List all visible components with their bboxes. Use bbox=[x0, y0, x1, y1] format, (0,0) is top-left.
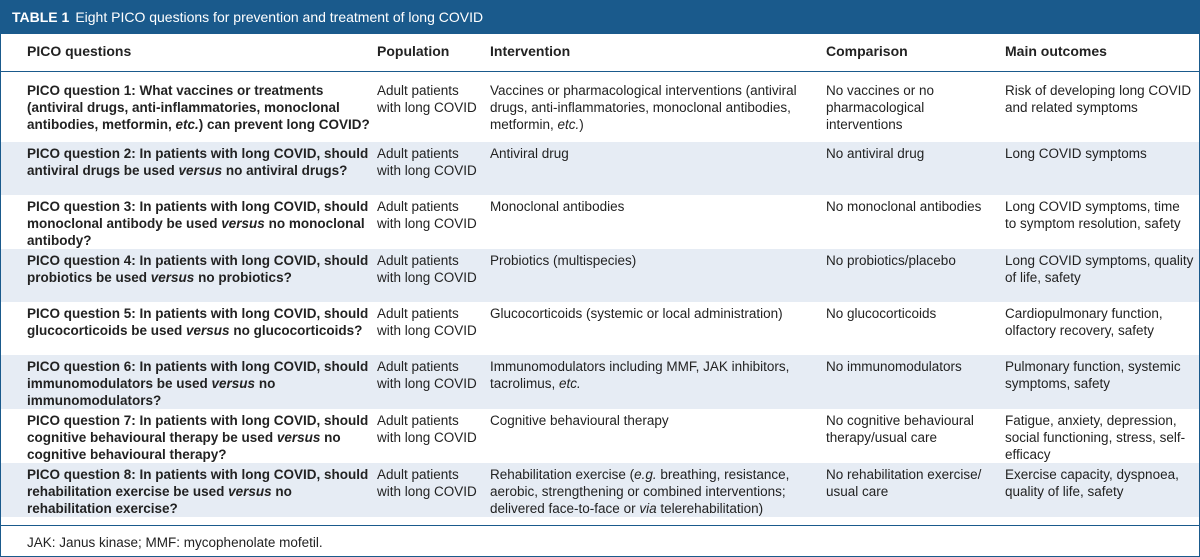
cell-comparison: No antiviral drug bbox=[826, 142, 1005, 195]
cell-comparison: No glucocorticoids bbox=[826, 302, 1005, 355]
cell-population: Adult patients with long COVID bbox=[377, 195, 490, 249]
left-border bbox=[0, 0, 1, 557]
cell-population: Adult patients with long COVID bbox=[377, 355, 490, 409]
table-header-row bbox=[0, 34, 1200, 72]
cell-question: PICO question 2: In patients with long COVID, should antiviral drugs be used versus no antiviral drugs? bbox=[0, 142, 377, 195]
cell-outcomes: Risk of developing long COVID and related symptoms bbox=[1005, 72, 1200, 142]
cell-outcomes: Exercise capacity, dyspnoea, quality of life, safety bbox=[1005, 463, 1200, 517]
cell-intervention: Immunomodulators including MMF, JAK inhibitors, tacrolimus, etc. bbox=[490, 355, 826, 409]
cell-population: Adult patients with long COVID bbox=[377, 72, 490, 142]
cell-intervention: Antiviral drug bbox=[490, 142, 826, 195]
cell-question: PICO question 1: What vaccines or treatments (antiviral drugs, anti-inflammatories, monoclonal antibodies, metformin, etc.) can prevent long COVID? bbox=[0, 72, 377, 142]
cell-intervention: Vaccines or pharmacological interventions (antiviral drugs, anti-inflammatories, monoclonal antibodies, metformin, etc.) bbox=[490, 72, 826, 142]
cell-question: PICO question 3: In patients with long COVID, should monoclonal antibody be used versus no monoclonal antibody? bbox=[0, 195, 377, 249]
table-row bbox=[0, 142, 1200, 195]
table-row bbox=[0, 195, 1200, 249]
table-row bbox=[0, 463, 1200, 517]
table-row bbox=[0, 249, 1200, 302]
header-pico-questions: PICO questions bbox=[0, 34, 377, 72]
table-row bbox=[0, 355, 1200, 409]
table-title: Eight PICO questions for prevention and treatment of long COVID bbox=[75, 9, 484, 25]
cell-intervention: Glucocorticoids (systemic or local administration) bbox=[490, 302, 826, 355]
cell-outcomes: Long COVID symptoms, time to symptom resolution, safety bbox=[1005, 195, 1200, 249]
table-row bbox=[0, 302, 1200, 355]
pico-table bbox=[0, 34, 1200, 517]
header-intervention: Intervention bbox=[490, 34, 826, 72]
header-comparison: Comparison bbox=[826, 34, 1005, 72]
cell-comparison: No rehabilitation exercise/ usual care bbox=[826, 463, 1005, 517]
cell-comparison: No cognitive behavioural therapy/usual care bbox=[826, 409, 1005, 463]
cell-population: Adult patients with long COVID bbox=[377, 302, 490, 355]
cell-question: PICO question 5: In patients with long COVID, should glucocorticoids be used versus no glucocorticoids? bbox=[0, 302, 377, 355]
cell-population: Adult patients with long COVID bbox=[377, 409, 490, 463]
cell-question: PICO question 4: In patients with long COVID, should probiotics be used versus no probiotics? bbox=[0, 249, 377, 302]
cell-comparison: No monoclonal antibodies bbox=[826, 195, 1005, 249]
table-row bbox=[0, 72, 1200, 142]
table-body bbox=[0, 72, 1200, 517]
table-footnote: JAK: Janus kinase; MMF: mycophenolate mofetil. bbox=[0, 525, 1200, 557]
cell-comparison: No vaccines or no pharmacological interventions bbox=[826, 72, 1005, 142]
cell-outcomes: Fatigue, anxiety, depression, social functioning, stress, self-efficacy bbox=[1005, 409, 1200, 463]
cell-question: PICO question 7: In patients with long COVID, should cognitive behavioural therapy be used versus no cognitive behavioural therapy? bbox=[0, 409, 377, 463]
table-row bbox=[0, 409, 1200, 463]
cell-outcomes: Cardiopulmonary function, olfactory recovery, safety bbox=[1005, 302, 1200, 355]
cell-population: Adult patients with long COVID bbox=[377, 142, 490, 195]
table-label: TABLE 1 bbox=[12, 9, 70, 25]
cell-intervention: Monoclonal antibodies bbox=[490, 195, 826, 249]
cell-intervention: Rehabilitation exercise (e.g. breathing, resistance, aerobic, strengthening or combined interventions; delivered face-to-face or via telerehabilitation) bbox=[490, 463, 826, 517]
cell-population: Adult patients with long COVID bbox=[377, 249, 490, 302]
cell-population: Adult patients with long COVID bbox=[377, 463, 490, 517]
table-title-bar bbox=[0, 0, 1200, 34]
cell-intervention: Probiotics (multispecies) bbox=[490, 249, 826, 302]
cell-comparison: No probiotics/placebo bbox=[826, 249, 1005, 302]
header-main-outcomes: Main outcomes bbox=[1005, 34, 1200, 72]
cell-question: PICO question 6: In patients with long COVID, should immunomodulators be used versus no immunomodulators? bbox=[0, 355, 377, 409]
cell-outcomes: Long COVID symptoms bbox=[1005, 142, 1200, 195]
cell-intervention: Cognitive behavioural therapy bbox=[490, 409, 826, 463]
cell-outcomes: Pulmonary function, systemic symptoms, safety bbox=[1005, 355, 1200, 409]
cell-outcomes: Long COVID symptoms, quality of life, safety bbox=[1005, 249, 1200, 302]
cell-question: PICO question 8: In patients with long COVID, should rehabilitation exercise be used versus no rehabilitation exercise? bbox=[0, 463, 377, 517]
header-population: Population bbox=[377, 34, 490, 72]
cell-comparison: No immunomodulators bbox=[826, 355, 1005, 409]
